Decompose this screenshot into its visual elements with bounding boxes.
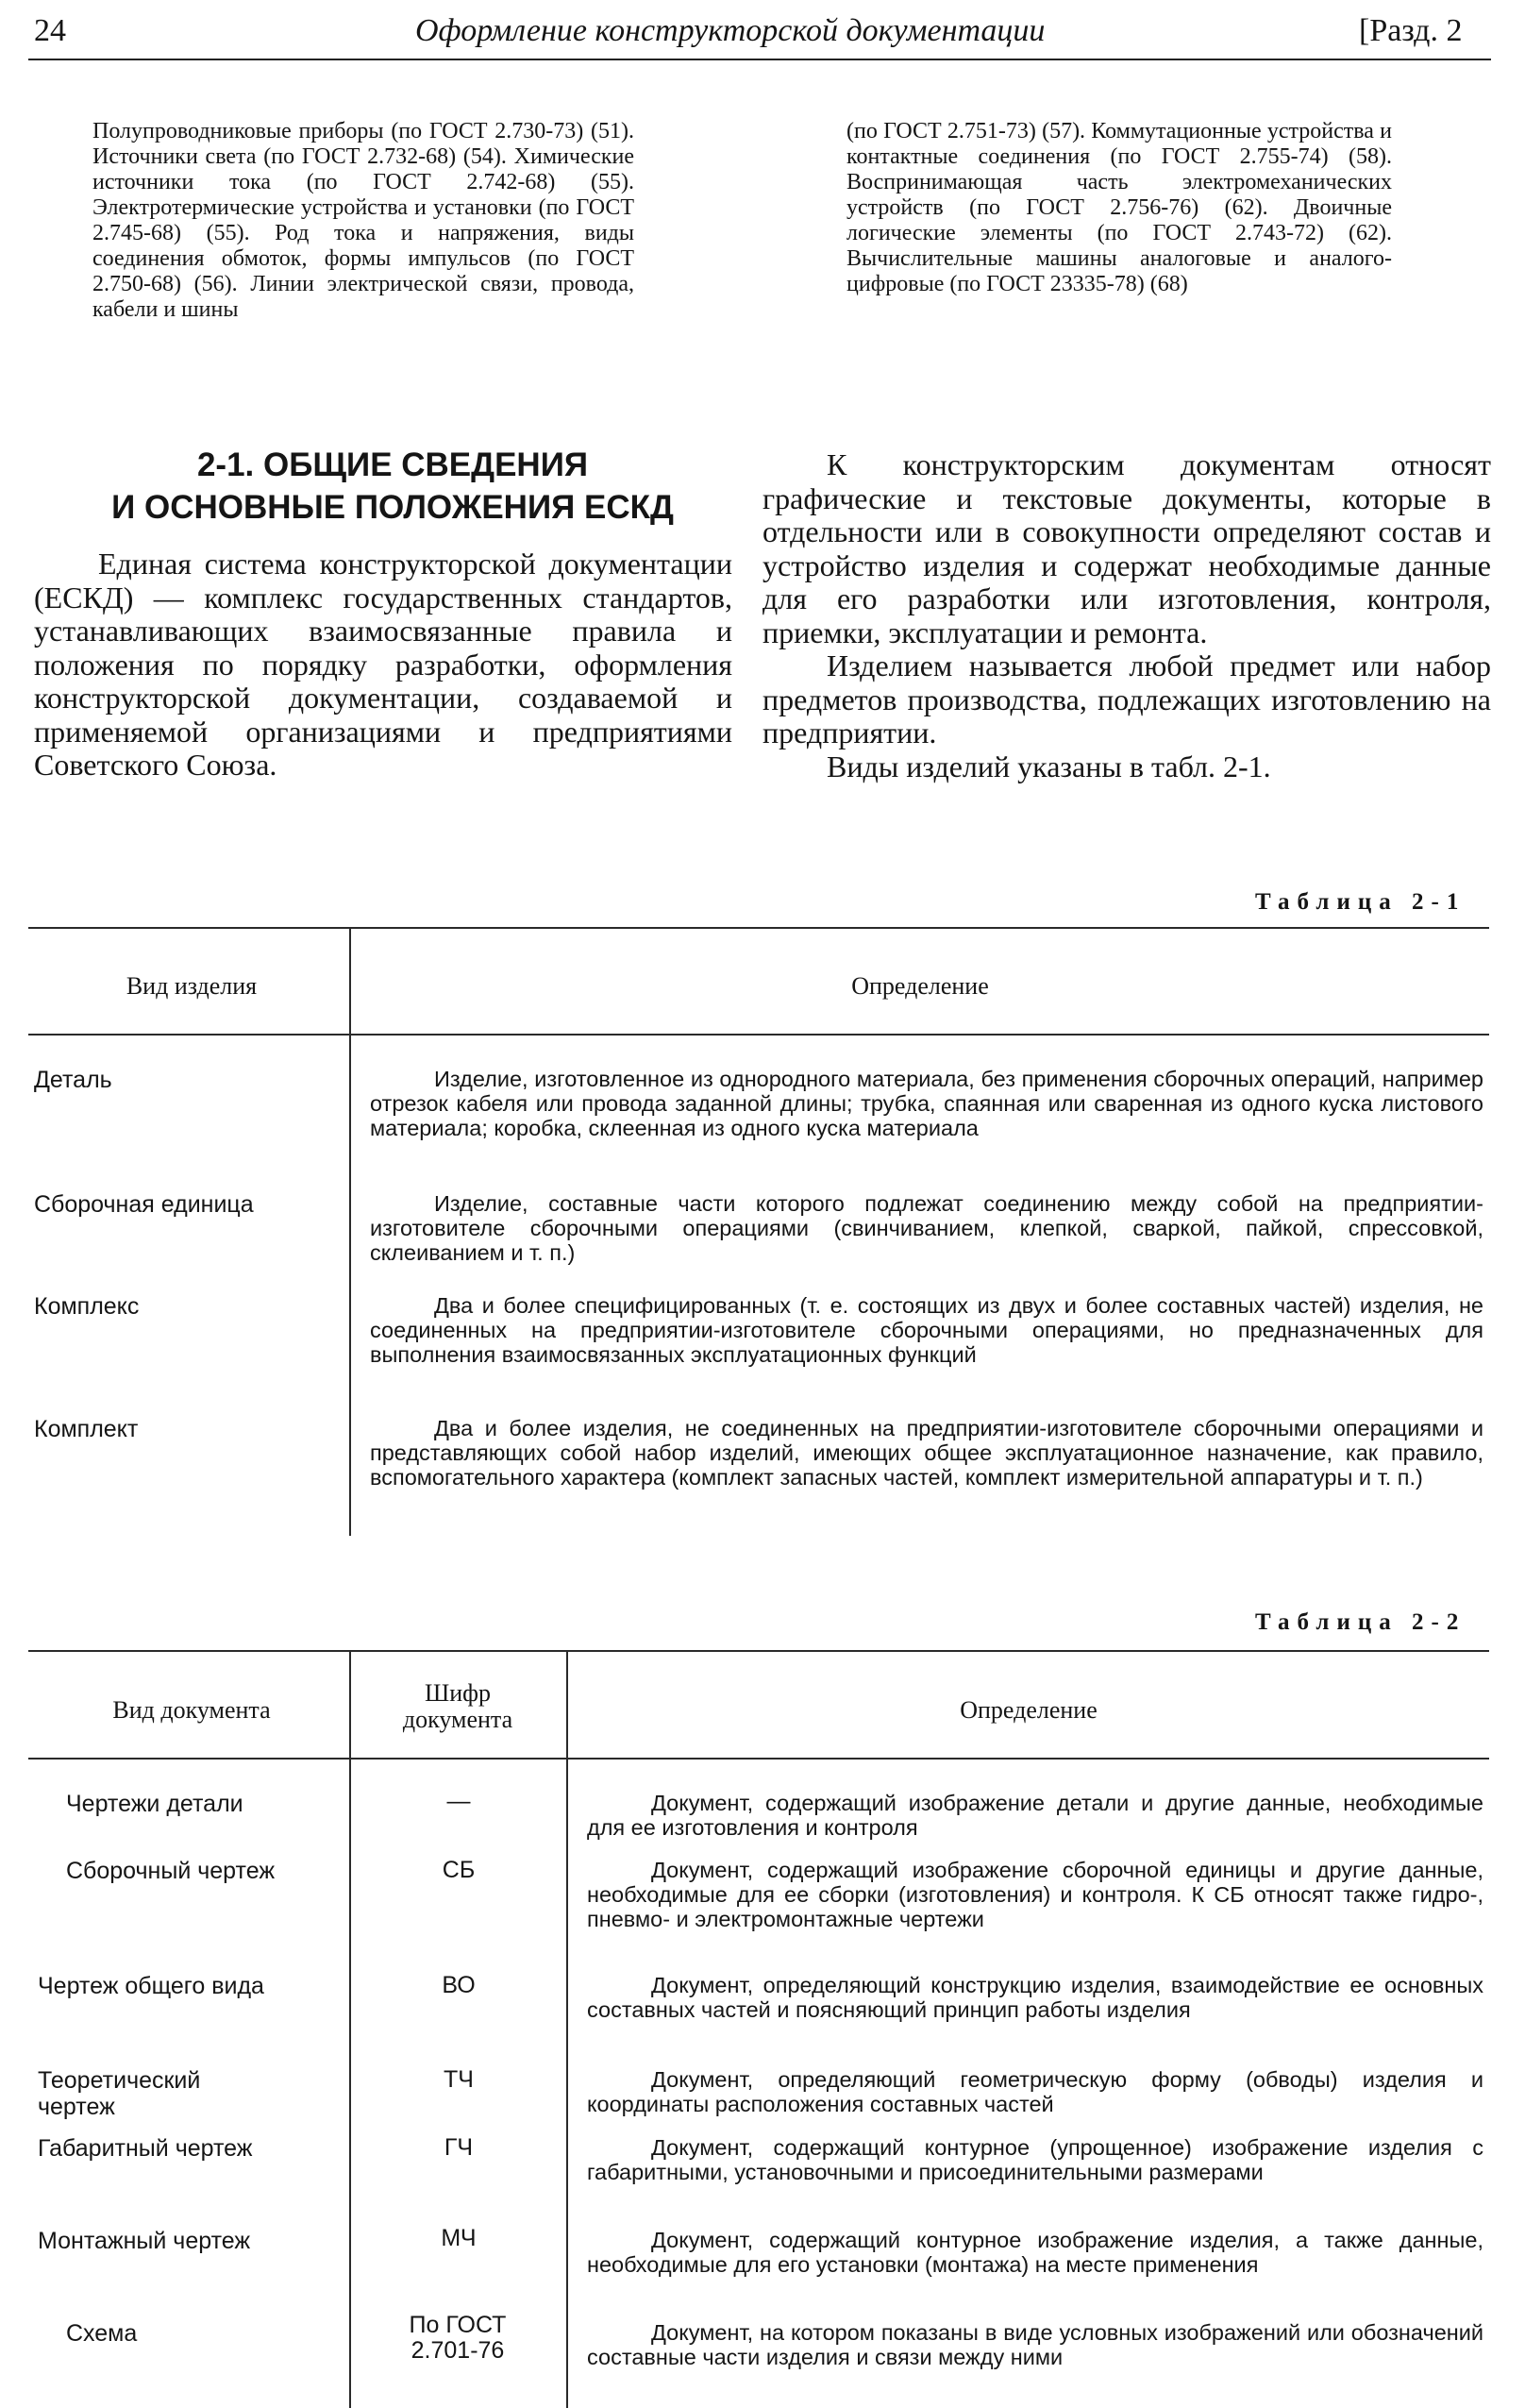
table1-row-definition: Два и более специфицированных (т. е. состоящих из двух и более составных частей) изделия, не соединенных на предприятии-изготовителе сборочными операциями, но предназначенных для выполнения взаимосвязанных эксплуатационных функций: [370, 1293, 1483, 1367]
table2-row-definition: Документ, на котором показаны в виде условных изображений или обозначений составные части изделия и связи между ними: [587, 2320, 1483, 2369]
header-rule: [28, 59, 1491, 60]
table1-row-name: Сборочная единица: [34, 1191, 254, 1218]
table2-row-name: Чертеж общего вида: [38, 1973, 264, 1999]
table2-row-code: МЧ: [441, 2225, 477, 2251]
section-heading-line2: И ОСНОВНЫЕ ПОЛОЖЕНИЯ ЕСКД: [111, 489, 674, 526]
page-number: 24: [34, 13, 66, 48]
paragraph: К конструкторским документам относят графические и текстовые документы, которые в отдельности или в совокупности определяют состав и устройство изделия и содержат необходимые данные для его разработки или изготовления, контроля, приемки, эксплуатации и ремонта.: [762, 447, 1491, 649]
table1-row-definition: Изделие, составные части которого подлежат соединению между собой на предприятии-изготовителе сборочными операциями (свинчиванием, клепкой, сваркой, пайкой, спрессовкой, склеиванием и т. п.): [370, 1191, 1483, 1265]
table2-top-rule: [28, 1650, 1489, 1652]
table2-row-code: ВО: [442, 1972, 476, 1998]
section-marker: [Разд. 2: [1359, 13, 1463, 48]
running-title: Оформление конструкторской документации: [415, 13, 1046, 48]
table2-row-code: СБ: [442, 1857, 476, 1883]
table1-column-divider: [349, 927, 351, 1536]
table2-row-definition: Документ, определяющий конструкцию изделия, взаимодействие ее основных составных частей и поясняющий принцип работы изделия: [587, 1973, 1483, 2022]
table1-row-definition: Изделие, изготовленное из однородного материала, без применения сборочных операций, например отрезок кабеля или провода заданной длины; трубка, спаянная или сваренная из одного куска листового материала; коробка, склеенная из одного куска материала: [370, 1067, 1483, 1140]
table2-column-divider-2: [566, 1650, 568, 2408]
table1-row-name: Комплект: [34, 1416, 139, 1442]
paragraph: Изделием называется любой предмет или набор предметов производства, подлежащих изготовлению на предприятии.: [762, 648, 1491, 749]
table2-row-code: По ГОСТ 2.701-76: [409, 2312, 507, 2364]
table2-row-code: ГЧ: [444, 2134, 474, 2161]
table2-row-definition: Документ, содержащий контурное (упрощенное) изображение изделия с габаритными, установочными и присоединительными размерами: [587, 2135, 1483, 2184]
body-left-column: [34, 547, 732, 783]
body-right-column: [762, 448, 1491, 783]
table2-column-divider-1: [349, 1650, 351, 2408]
table2-row-code: ТЧ: [444, 2066, 474, 2093]
table1-caption: Таблица 2-1: [1255, 889, 1466, 915]
paragraph: Виды изделий указаны в табл. 2-1.: [827, 749, 1271, 783]
table2-caption: Таблица 2-2: [1255, 1609, 1466, 1635]
table2-header-definition: Определение: [960, 1696, 1098, 1724]
table2-header-type: Вид документа: [112, 1696, 271, 1724]
table2-row-name: Сборочный чертеж: [66, 1858, 276, 1884]
section-heading-line1: 2-1. ОБЩИЕ СВЕДЕНИЯ: [196, 446, 589, 483]
table1-header-rule: [28, 1034, 1489, 1036]
table2-row-definition: Документ, содержащий контурное изображение изделия, а также данные, необходимые для его установки (монтажа) на месте применения: [587, 2228, 1483, 2277]
table1-top-rule: [28, 927, 1489, 929]
table2-row-name: Габаритный чертеж: [38, 2135, 253, 2162]
table2-row-name: Монтажный чертеж: [38, 2228, 251, 2254]
table1-row-name: Деталь: [34, 1067, 112, 1093]
section-heading: [34, 444, 751, 529]
table1-row-definition: Два и более изделия, не соединенных на предприятии-изготовителе сборочными операциями и представляющих собой набор изделий, имеющих общее эксплуатационное назначение, как правило, вспомогательного характера (комплект запасных частей, комплект измерительной аппаратуры и т. п.): [370, 1416, 1483, 1490]
table2-row-code: —: [446, 1788, 471, 1814]
table2-row-name: Чертежи детали: [66, 1791, 243, 1817]
table1-header-type: Вид изделия: [126, 972, 258, 1000]
paragraph: Единая система конструкторской документации (ЕСКД) — комплекс государственных стандартов, устанавливающих взаимосвязанные правила и положения по порядку разработки, оформления конструкторской документации, создаваемой и применяемой организациями и предприятиями Советского Союза.: [34, 547, 732, 782]
toc-left-column: Полупроводниковые приборы (по ГОСТ 2.730-73) (51). Источники света (по ГОСТ 2.732-68) (54). Химические источники тока (по ГОСТ 2.742-68) (55). Электротермические устройства и установки (по ГОСТ 2.745-68) (55). Род тока и напряжения, виды соединения обмоток, формы импульсов (по ГОСТ 2.750-68) (56). Линии электрической связи, провода, кабели и шины: [92, 119, 634, 322]
table2-row-name: Теоретический чертеж: [38, 2067, 201, 2120]
table1-row-name: Комплекс: [34, 1293, 140, 1320]
table2-row-definition: Документ, содержащий изображение сборочной единицы и другие данные, необходимые для ее сборки (изготовления) и контроля. К СБ относят также гидро-, пневмо- и электромонтажные чертежи: [587, 1858, 1483, 1931]
table2-header-code: Шифр документа: [402, 1679, 513, 1733]
table1-header-definition: Определение: [851, 972, 989, 1000]
toc-right-column: (по ГОСТ 2.751-73) (57). Коммутационные устройства и контактные соединения (по ГОСТ 2.755-74) (58). Воспринимающая часть электромеханических устройств (по ГОСТ 2.756-76) (62). Двоичные логические элементы (по ГОСТ 2.743-72) (62). Вычислительные машины аналоговые и аналого-цифровые (по ГОСТ 23335-78) (68): [846, 119, 1392, 296]
table2-row-definition: Документ, содержащий изображение детали и другие данные, необходимые для ее изготовления и контроля: [587, 1791, 1483, 1840]
table2-header-rule: [28, 1758, 1489, 1760]
table2-row-definition: Документ, определяющий геометрическую форму (обводы) изделия и координаты расположения составных частей: [587, 2067, 1483, 2116]
table2-row-name: Схема: [66, 2320, 138, 2347]
